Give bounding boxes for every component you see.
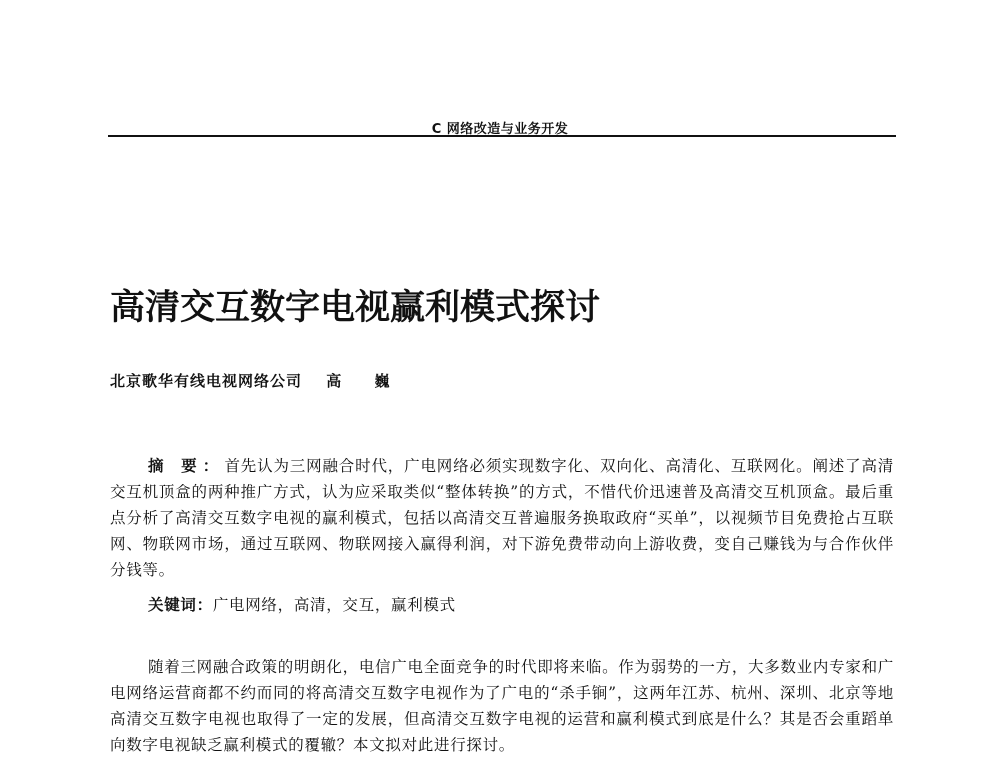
abstract-label: 摘 要： — [148, 456, 225, 475]
abstract — [110, 453, 894, 583]
keywords-text: 广电网络，高清，交互，赢利模式 — [212, 596, 456, 614]
article-title: 高清交互数字电视赢利模式探讨 — [110, 288, 601, 328]
keywords-label: 关键词： — [148, 595, 213, 614]
running-head: C 网络改造与业务开发 — [431, 122, 569, 137]
keywords — [110, 592, 894, 618]
body-paragraph: 随着三网融合政策的明朗化，电信广电全面竞争的时代即将来临。作为弱势的一方，大多数业内专家和广电网络运营商都不约而同的将高清交互数字电视作为了广电的“杀手锏”，这两年江苏、杭州、深圳、北京等地高清交互数字电视也取得了一定的发展，但高清交互数字电视的运营和赢利模式到底是什么？其是否会重蹈单向数字电视缺乏赢利模式的覆辙？本文拟对此进行探讨。 — [110, 658, 894, 754]
author-name: 高 巍 — [326, 372, 404, 390]
abstract-text: 首先认为三网融合时代，广电网络必须实现数字化、双向化、高清化、互联网化。阐述了高清交互机顶盒的两种推广方式，认为应采取类似“整体转换”的方式，不惜代价迅速普及高清交互机顶盒。最后重点分析了高清交互数字电视的赢利模式，包括以高清交互普遍服务换取政府“买单”，以视频节目免费抢占互联网、物联网市场，通过互联网、物联网接入赢得利润，对下游免费带动向上游收费，变自己赚钱为与合作伙伴分钱等。 — [110, 457, 894, 579]
byline — [110, 370, 403, 391]
affiliation: 北京歌华有线电视网络公司 — [110, 372, 303, 390]
header-rule — [108, 135, 896, 137]
